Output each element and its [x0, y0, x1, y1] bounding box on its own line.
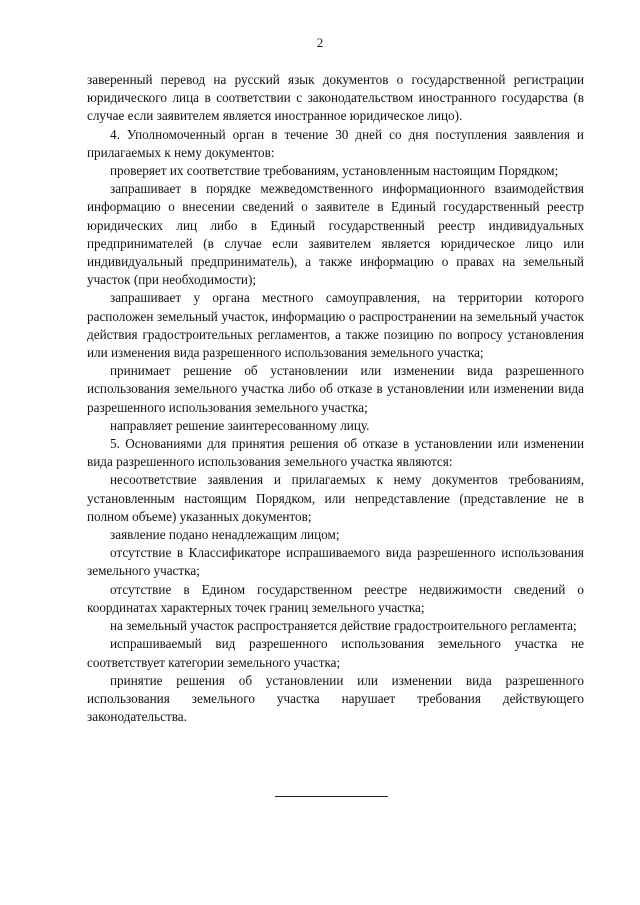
paragraph-ground-not-in-classifier: отсутствие в Классификаторе испрашиваемого вида разрешенного использования земельного участка; [87, 545, 584, 579]
paragraph-makes-decision: принимает решение об установлении или изменении вида разрешенного использования земельного участка либо об отказе в установлении или изменении вида разрешенного использования земельного участка; [87, 363, 584, 415]
paragraph-ground-urban-regulation: на земельный участок распространяется действие градостроительного регламента; [110, 618, 577, 634]
paragraph-sends-decision: направляет решение заинтересованному лицу. [110, 417, 370, 433]
paragraph-section-4: 4. Уполномоченный орган в течение 30 дней со дня поступления заявления и прилагаемых к нему документов: [87, 126, 584, 160]
paragraph-ground-violates-law: принятие решения об установлении или изменении вида разрешенного использования земельного участка нарушает требования действующего законодательства. [87, 672, 584, 725]
paragraph-ground-no-coordinates: отсутствие в Едином государственном реестре недвижимости сведений о координатах характерных точек границ земельного участка; [87, 581, 584, 615]
paragraph-requests-registry-info: запрашивает в порядке межведомственного информационного взаимодействия информацию о внесении сведений о заявителе в Единый государственный реестр юридических лиц либо в Единый государственный реестр индивидуальных предпринимателей (в случае если заявителем является юридическое лицо или индивидуальный предприниматель), а также информацию о правах на земельный участок (при необходимости); [87, 181, 584, 288]
page-number: 2 [316, 35, 324, 50]
paragraph-continuation: заверенный перевод на русский язык документов о государственной регистрации юридического лица в соответствии с законодательством иностранного государства (в случае если заявителем является иностранное юридическое лицо). [87, 72, 584, 124]
paragraph-checks-compliance: проверяет их соответствие требованиям, установленным настоящим Порядком; [110, 163, 559, 179]
paragraph-ground-improper-person: заявление подано ненадлежащим лицом; [110, 527, 340, 543]
paragraph-ground-nonconformity: несоответствие заявления и прилагаемых к нему документов требованиям, установленным настоящим Порядком, или непредставление (представление не в полном объеме) указанных документов; [87, 472, 584, 524]
paragraph-ground-category-mismatch: испрашиваемый вид разрешенного использования земельного участка не соответствует категории земельного участка; [87, 636, 584, 670]
end-divider-line [275, 796, 388, 797]
paragraph-section-5: 5. Основаниями для принятия решения об отказе в установлении или изменении вида разрешенного использования земельного участка являются: [87, 436, 584, 470]
paragraph-requests-local-authority: запрашивает у органа местного самоуправления, на территории которого расположен земельный участок, информацию о распространении на земельный участок действия градостроительных регламентов, а также позицию по вопросу установления или изменения вида разрешенного использования земельного участка; [87, 290, 584, 361]
document-body [87, 71, 584, 726]
